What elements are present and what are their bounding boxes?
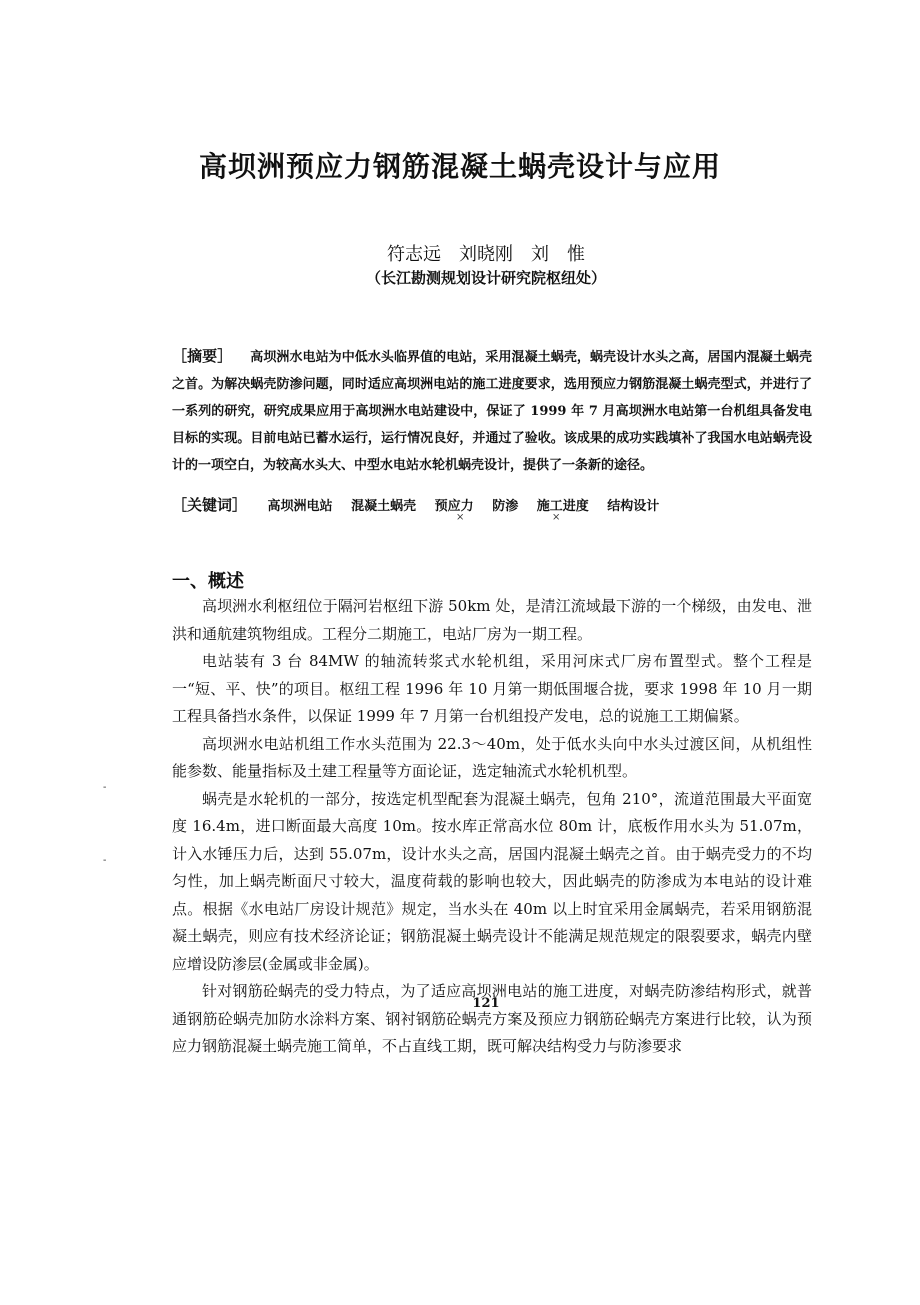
- paper-title: 高坝洲预应力钢筋混凝土蜗壳设计与应用: [198, 150, 721, 183]
- keywords: [172, 492, 812, 520]
- scan-mark: -: [103, 782, 107, 793]
- scan-mark: ×: [456, 512, 465, 523]
- page-number: 121: [472, 996, 500, 1011]
- keyword: 结构设计: [607, 499, 660, 514]
- keyword: 混凝土蜗壳: [351, 499, 417, 514]
- keywords-label: ［关键词］: [172, 496, 248, 514]
- body-text: [172, 593, 812, 1061]
- scan-mark: -: [103, 855, 107, 866]
- paragraph: 蜗壳是水轮机的一部分，按选定机型配套为混凝土蜗壳，包角 210°，流道范围最大平面宽度 16.4m，进口断面最大高度 10m。按水库正常高水位 80m 计，底板作用水头为 51.07m，计入水锤压力后，达到 55.07m，设计水头之高，居国内混凝土蜗壳之首。由于蜗壳受力的不均匀性，加上蜗壳断面尺寸较大，温度荷载的影响也较大，因此蜗壳的防渗成为本电站的设计难点。根据《水电站厂房设计规范》规定，当水头在 40m 以上时宜采用金属蜗壳，若采用钢筋混凝土蜗壳，则应有技术经济论证；钢筋混凝土蜗壳设计不能满足规范规定的限裂要求，蜗壳内壁应增设防渗层(金属或非金属)。: [172, 789, 812, 973]
- scan-mark: ×: [552, 512, 561, 523]
- keyword: 高坝洲电站: [267, 499, 333, 514]
- paragraph: 电站装有 3 台 84MW 的轴流转浆式水轮机组，采用河床式厂房布置型式。整个工程是一“短、平、快”的项目。枢纽工程 1996 年 10 月第一期低围堰合拢，要求 1998 年 10 月一期工程具备挡水条件，以保证 1999 年 7 月第一台机组投产发电，总的说施工工期偏紧。: [172, 652, 812, 725]
- keyword: 防渗: [492, 499, 519, 514]
- section-heading: 一、概述: [172, 571, 244, 592]
- paragraph: 高坝洲水利枢纽位于隔河岩枢纽下游 50km 处，是清江流域最下游的一个梯级，由发电、泄洪和通航建筑物组成。工程分二期施工，电站厂房为一期工程。: [172, 597, 812, 643]
- abstract-label: ［摘要］: [172, 347, 233, 365]
- abstract: [172, 343, 812, 479]
- paragraph: 高坝洲水电站机组工作水头范围为 22.3～40m，处于低水头向中水头过渡区间，从机组性能参数、能量指标及土建工程量等方面论证，选定轴流式水轮机机型。: [172, 734, 812, 780]
- keyword: 施工进度: [536, 499, 589, 514]
- abstract-text: 高坝洲水电站为中低水头临界值的电站，采用混凝土蜗壳，蜗壳设计水头之高，居国内混凝土蜗壳之首。为解决蜗壳防渗问题，同时适应高坝洲电站的施工进度要求，选用预应力钢筋混凝土蜗壳型式，并进行了一系列的研究，研究成果应用于高坝洲水电站建设中，保证了 1999 年 7 月高坝洲水电站第一台机组具备发电目标的实现。目前电站已蓄水运行，运行情况良好，并通过了验收。该成果的成功实践填补了我国水电站蜗壳设计的一项空白，为较高水头大、中型水电站水轮机蜗壳设计，提供了一条新的途径。: [172, 350, 812, 473]
- paragraph: 针对钢筋砼蜗壳的受力特点，为了适应高坝洲电站的施工进度，对蜗壳防渗结构形式，就普通钢筋砼蜗壳加防水涂料方案、钢衬钢筋砼蜗壳方案及预应力钢筋砼蜗壳方案进行比较，认为预应力钢筋混凝土蜗壳施工简单，不占直线工期，既可解决结构受力与防渗要求: [172, 982, 812, 1055]
- author-list: 符志远 刘晓刚 刘 惟: [387, 244, 585, 265]
- author-affiliation: （长江勘测规划设计研究院枢纽处）: [365, 269, 606, 287]
- keyword: 预应力: [434, 499, 474, 514]
